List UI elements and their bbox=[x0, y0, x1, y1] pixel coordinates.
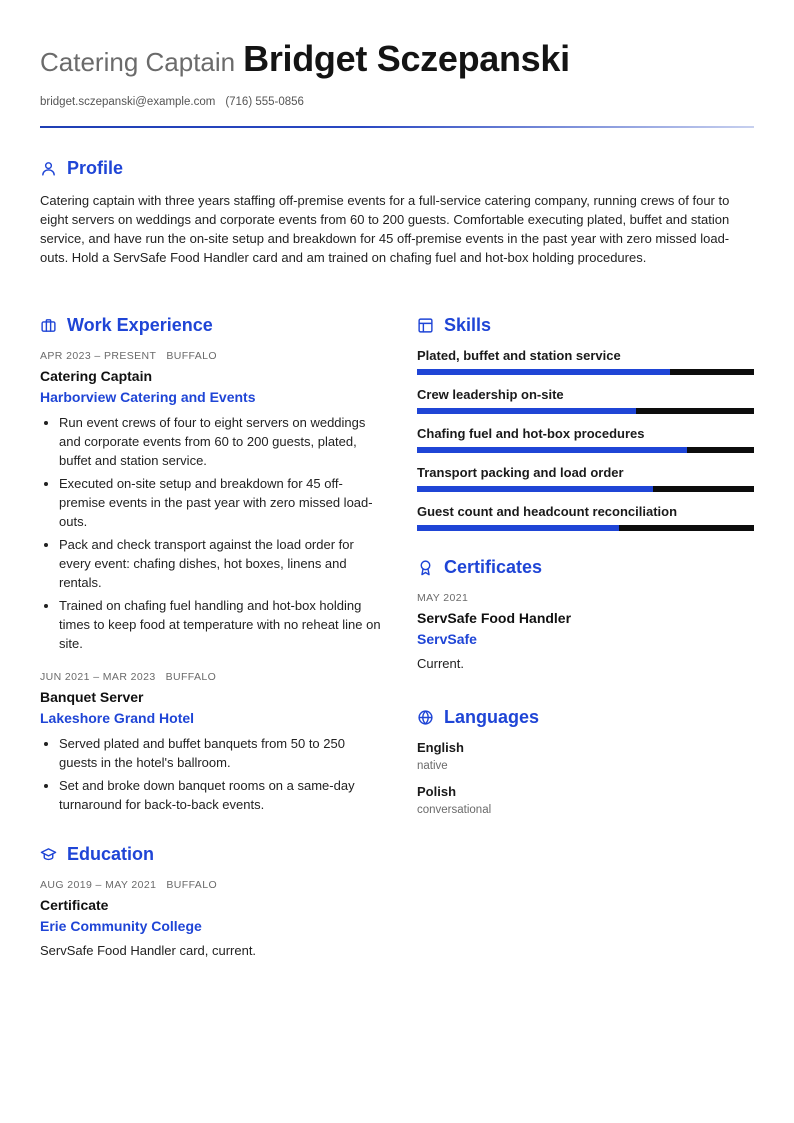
layout-icon bbox=[417, 317, 434, 334]
certificate-date: MAY 2021 bbox=[417, 592, 469, 604]
graduation-cap-icon bbox=[40, 846, 57, 863]
certificates-heading bbox=[417, 557, 754, 578]
education-degree: Certificate bbox=[40, 897, 109, 913]
language-name: Polish bbox=[417, 784, 457, 799]
job-title: Catering Captain bbox=[40, 47, 236, 77]
language-item bbox=[417, 740, 754, 772]
language-name: English bbox=[417, 740, 464, 755]
language-level: native bbox=[417, 760, 448, 772]
skill-name: Plated, buffet and station service bbox=[417, 348, 621, 363]
skill-item bbox=[417, 465, 754, 492]
certificate-title: ServSafe Food Handler bbox=[417, 610, 572, 626]
skill-bar-fill bbox=[417, 486, 653, 492]
job-entry bbox=[40, 671, 385, 814]
skill-bar bbox=[417, 525, 754, 531]
certificate-issuer: ServSafe bbox=[417, 631, 477, 647]
job-bullet: • Pack and check transport against the load order for every event: chafing dishes, hot boxes, linens and rentals. bbox=[59, 535, 385, 592]
briefcase-icon bbox=[40, 317, 57, 334]
phone: (716) 555-0856 bbox=[225, 96, 304, 108]
skill-bar bbox=[417, 369, 754, 375]
profile-summary: Catering captain with three years staffing off-premise events for a full-service catering company, running crews of four to eight servers on weddings and corporate events from 60 to 200 guests. Comfortable executing plated, buffet and station service, and have run the on-site setup and breakdown for 45 off-premise events in the past year with zero missed load-outs. Hold a ServSafe Food Handler card and am trained on chafing fuel and hot-box holding procedures. bbox=[40, 193, 730, 265]
job-company: Lakeshore Grand Hotel bbox=[40, 710, 195, 726]
header-divider bbox=[40, 126, 754, 128]
profile-heading bbox=[40, 158, 754, 179]
resume-header bbox=[40, 38, 754, 80]
user-icon bbox=[40, 160, 57, 177]
profile-title: Profile bbox=[67, 158, 124, 178]
job-dates: APR 2023 – PRESENT bbox=[40, 350, 157, 362]
skill-item bbox=[417, 348, 754, 375]
job-meta bbox=[40, 671, 385, 683]
job-role: Banquet Server bbox=[40, 689, 144, 705]
skills-heading bbox=[417, 315, 754, 336]
globe-icon bbox=[417, 709, 434, 726]
candidate-name: Bridget Sczepanski bbox=[243, 38, 570, 79]
skill-name: Guest count and headcount reconciliation bbox=[417, 504, 678, 519]
job-location: BUFFALO bbox=[166, 350, 217, 362]
job-role: Catering Captain bbox=[40, 368, 153, 384]
job-bullet: • Served plated and buffet banquets from 50 to 250 guests in the hotel's ballroom. bbox=[59, 734, 385, 772]
skill-name: Chafing fuel and hot-box procedures bbox=[417, 426, 645, 441]
education-section bbox=[40, 844, 385, 958]
job-bullet: • Trained on chafing fuel handling and hot-box holding times to keep food at temperature with no reheat line on site. bbox=[59, 596, 385, 653]
education-location: BUFFALO bbox=[166, 879, 218, 891]
certificates-section bbox=[417, 557, 754, 671]
skill-bar-fill bbox=[417, 525, 619, 531]
skill-bar bbox=[417, 408, 754, 414]
skill-name: Transport packing and load order bbox=[417, 465, 624, 480]
language-item bbox=[417, 784, 754, 816]
job-bullets bbox=[40, 413, 385, 653]
right-column bbox=[417, 315, 754, 816]
education-description: ServSafe Food Handler card, current. bbox=[40, 943, 257, 958]
languages-title: Languages bbox=[444, 707, 540, 727]
certificate-status: Current. bbox=[417, 656, 464, 671]
skill-bar bbox=[417, 486, 754, 492]
profile-section bbox=[40, 158, 754, 267]
experience-title: Work Experience bbox=[67, 315, 213, 335]
skill-item bbox=[417, 504, 754, 531]
skill-name: Crew leadership on-site bbox=[417, 387, 564, 402]
job-location: BUFFALO bbox=[165, 671, 217, 683]
education-heading bbox=[40, 844, 385, 865]
job-bullets bbox=[40, 734, 385, 814]
skill-bar bbox=[417, 447, 754, 453]
certificates-title: Certificates bbox=[444, 557, 543, 577]
education-title: Education bbox=[67, 844, 155, 864]
left-column bbox=[40, 315, 385, 958]
skill-item bbox=[417, 426, 754, 453]
job-meta bbox=[40, 350, 385, 362]
languages-heading bbox=[417, 707, 754, 728]
job-bullet: • Run event crews of four to eight servers on weddings and corporate events from 60 to 200 guests, plated, buffet and station service. bbox=[59, 413, 385, 470]
experience-heading bbox=[40, 315, 385, 336]
job-dates: JUN 2021 – MAR 2023 bbox=[40, 671, 156, 683]
language-level: conversational bbox=[417, 804, 492, 816]
resume-page bbox=[40, 38, 754, 958]
education-school: Erie Community College bbox=[40, 918, 202, 934]
job-bullet: • Set and broke down banquet rooms on a same-day turnaround for back-to-back events. bbox=[59, 776, 385, 814]
job-bullet: • Executed on-site setup and breakdown for 45 off-premise events in the past year with zero missed load-outs. bbox=[59, 474, 385, 531]
contact-line bbox=[40, 96, 754, 108]
education-dates: AUG 2019 – MAY 2021 bbox=[40, 879, 157, 891]
languages-section bbox=[417, 707, 754, 816]
skill-bar-fill bbox=[417, 447, 687, 453]
job-entry bbox=[40, 350, 385, 653]
skills-title: Skills bbox=[444, 315, 492, 335]
award-icon bbox=[417, 559, 434, 576]
education-meta bbox=[40, 879, 385, 891]
skill-bar-fill bbox=[417, 408, 636, 414]
email: bridget.sczepanski@example.com bbox=[40, 96, 216, 108]
skill-item bbox=[417, 387, 754, 414]
job-company: Harborview Catering and Events bbox=[40, 389, 256, 405]
skill-bar-fill bbox=[417, 369, 670, 375]
